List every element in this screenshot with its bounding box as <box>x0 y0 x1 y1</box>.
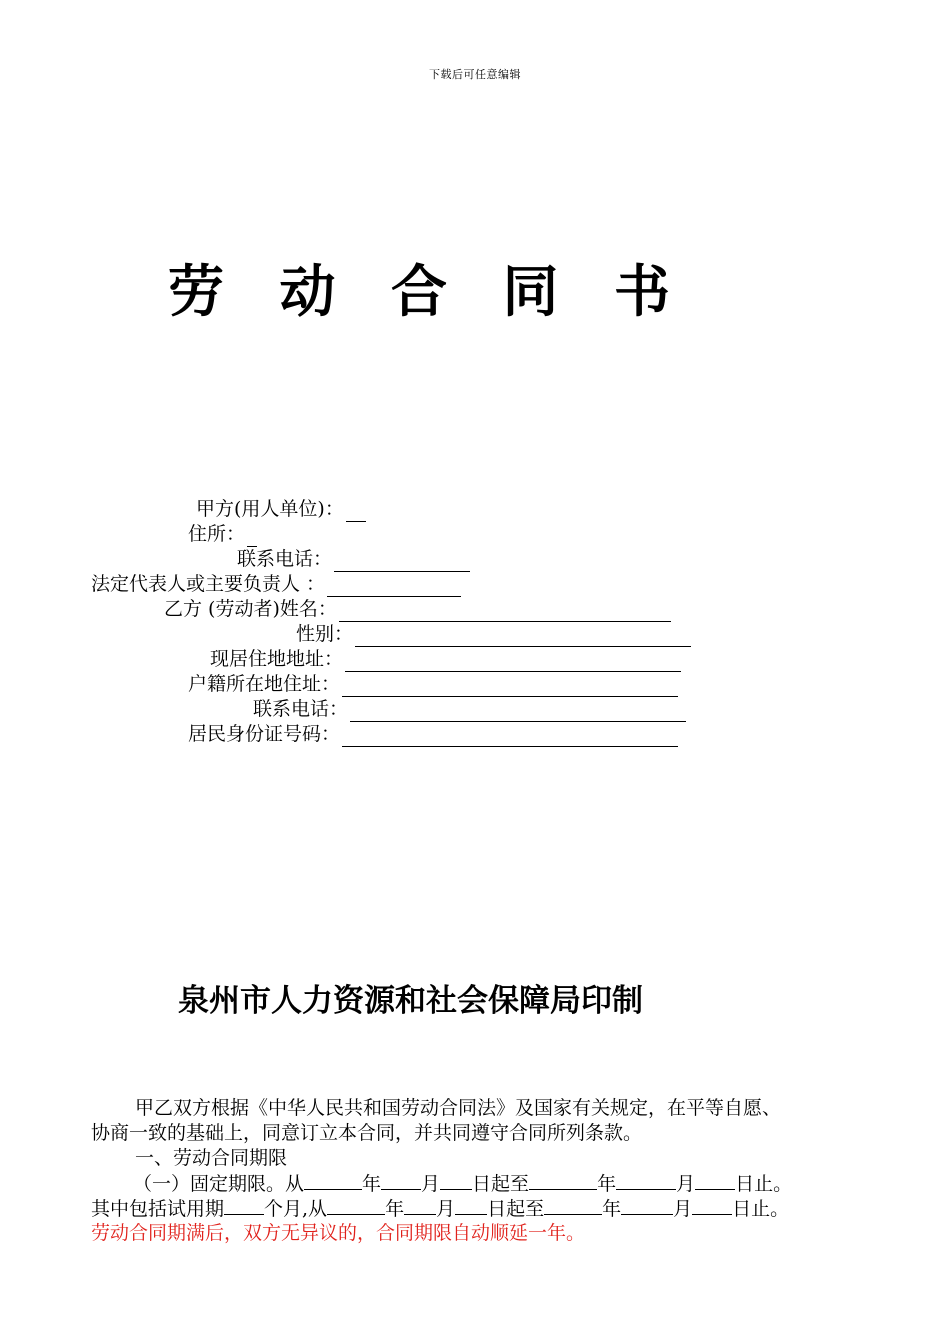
intro-line-2: 协商一致的基础上，同意订立本合同，并共同遵守合同所列条款。 <box>91 1122 643 1144</box>
label-year: 年 <box>602 1198 622 1220</box>
blank-probation-start-month[interactable] <box>404 1196 436 1215</box>
field-line-id-number[interactable] <box>342 728 678 747</box>
field-line-phone-b[interactable] <box>350 703 686 722</box>
field-line-legal-rep[interactable] <box>327 578 461 597</box>
field-label-address: 住所： <box>188 523 246 545</box>
field-line-address[interactable] <box>247 528 257 547</box>
field-line-phone-a[interactable] <box>334 553 470 572</box>
field-label-household-address: 户籍所在地住址： <box>188 673 341 695</box>
blank-end-day[interactable] <box>695 1171 735 1190</box>
label-year: 年 <box>362 1173 382 1195</box>
field-label-id-number: 居民身份证号码： <box>188 723 341 745</box>
blank-probation-start-day[interactable] <box>455 1196 487 1215</box>
field-line-party-b-name[interactable] <box>339 603 671 622</box>
field-party-b-name <box>164 597 671 622</box>
field-line-party-a[interactable] <box>346 503 366 522</box>
label-day-start: 日起至 <box>472 1173 530 1195</box>
clause-probation <box>91 1196 881 1221</box>
clause-fixed-term-prefix: （一）固定期限。从 <box>133 1173 305 1195</box>
field-label-gender: 性别： <box>296 623 354 645</box>
blank-probation-start-year[interactable] <box>327 1196 385 1215</box>
label-month: 月 <box>673 1198 693 1220</box>
blank-end-month[interactable] <box>616 1171 676 1190</box>
blank-start-year[interactable] <box>304 1171 362 1190</box>
label-month: 月 <box>436 1198 456 1220</box>
field-gender <box>296 622 691 647</box>
field-line-household-address[interactable] <box>342 678 678 697</box>
blank-probation-end-day[interactable] <box>692 1196 732 1215</box>
field-phone-b <box>253 697 686 722</box>
contract-body <box>91 1096 881 1246</box>
probation-prefix: 其中包括试用期 <box>91 1198 225 1220</box>
label-month: 月 <box>421 1173 441 1195</box>
blank-end-year[interactable] <box>529 1171 597 1190</box>
field-current-address <box>210 647 681 672</box>
section-heading-term: 一、劳动合同期限 <box>135 1147 288 1169</box>
label-year: 年 <box>385 1198 405 1220</box>
field-label-legal-rep: 法定代表人或主要负责人 ： <box>91 573 326 595</box>
label-day-start: 日起至 <box>487 1198 545 1220</box>
blank-start-month[interactable] <box>381 1171 421 1190</box>
field-label-current-address: 现居住地地址： <box>210 648 344 670</box>
label-day-end: 日止。 <box>732 1198 790 1220</box>
field-label-phone-a: 联系电话： <box>237 548 333 570</box>
label-month: 月 <box>676 1173 696 1195</box>
auto-extend-note: 劳动合同期满后，双方无异议的，合同期限自动顺延一年。 <box>91 1222 586 1244</box>
field-line-gender[interactable] <box>355 628 691 647</box>
document-title: 劳 动 合 同 书 <box>168 260 688 325</box>
clause-fixed-term <box>91 1171 881 1196</box>
field-id-number <box>188 722 678 747</box>
publisher: 泉州市人力资源和社会保障局印制 <box>178 983 643 1019</box>
label-probation-months: 个月,从 <box>264 1198 328 1220</box>
field-label-phone-b: 联系电话： <box>253 698 349 720</box>
blank-probation-end-month[interactable] <box>621 1196 673 1215</box>
intro-line-1: 甲乙双方根据《中华人民共和国劳动合同法》及国家有关规定，在平等自愿、 <box>135 1097 782 1119</box>
field-address <box>188 522 257 547</box>
field-line-current-address[interactable] <box>345 653 681 672</box>
field-label-party-a: 甲方(用人单位)： <box>196 498 344 520</box>
label-day-end: 日止。 <box>735 1173 793 1195</box>
field-label-party-b-name: 乙方 (劳动者)姓名： <box>164 598 337 620</box>
field-phone-a <box>237 547 470 572</box>
blank-probation-months[interactable] <box>224 1196 264 1215</box>
blank-probation-end-year[interactable] <box>544 1196 602 1215</box>
blank-start-day[interactable] <box>440 1171 472 1190</box>
label-year: 年 <box>597 1173 617 1195</box>
field-household-address <box>188 672 678 697</box>
field-party-a <box>196 497 366 522</box>
field-legal-rep <box>91 572 461 597</box>
header-note: 下载后可任意编辑 <box>429 68 521 81</box>
